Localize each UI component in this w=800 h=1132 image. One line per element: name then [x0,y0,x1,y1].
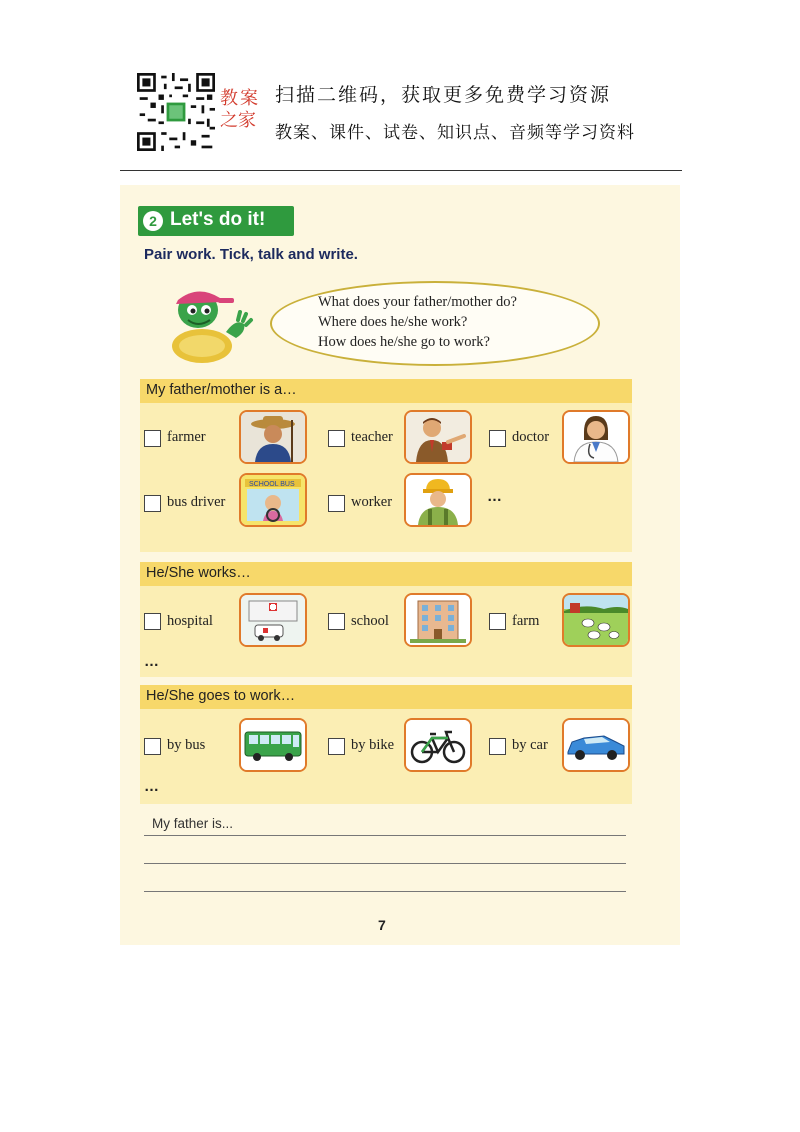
bicycle-icon [406,720,470,770]
transport-section [140,708,632,804]
qr-code-icon [137,73,215,151]
promo-header [0,0,800,175]
hospital-picture [239,593,307,647]
transport-section-heading: He/She goes to work… [146,688,296,704]
checkbox-by-car[interactable] [489,738,506,755]
option-label-hospital: hospital [167,613,213,629]
bus-driver-icon [241,475,305,525]
checkbox-farm[interactable] [489,613,506,630]
option-label-school: school [351,613,389,629]
checkbox-school[interactable] [328,613,345,630]
promo-line-2: 教案、课件、试卷、知识点、音频等学习资料 [275,123,635,143]
question-1: What does your father/mother do? [318,294,517,310]
logo-line-1: 教案 [220,88,260,109]
checkbox-bus-driver[interactable] [144,495,161,512]
site-logo [220,88,270,132]
writing-line-3[interactable] [144,891,626,892]
farm-picture [562,593,630,647]
school-picture [404,593,472,647]
writing-line-2[interactable] [144,863,626,864]
exercise-instruction: Pair work. Tick, talk and write. [144,246,358,263]
bus-driver-picture [239,473,307,527]
checkbox-worker[interactable] [328,495,345,512]
writing-line-1[interactable] [144,835,626,836]
checkbox-hospital[interactable] [144,613,161,630]
doctor-icon [564,412,628,462]
job-section-heading: My father/mother is a… [146,382,297,398]
place-more: … [144,653,160,670]
bus-icon [241,720,305,770]
exercise-number: 2 [143,211,163,231]
checkbox-teacher[interactable] [328,430,345,447]
option-label-by-bus: by bus [167,737,206,753]
option-label-farm: farm [512,613,540,629]
farm-icon [564,595,628,645]
worker-icon [406,475,470,525]
exercise-title: Let's do it! [170,209,266,230]
option-label-farmer: farmer [167,429,206,445]
doctor-picture [562,410,630,464]
header-divider [120,170,682,171]
hospital-icon [241,595,305,645]
writing-prompt: My father is... [152,816,234,831]
place-section-heading: He/She works… [146,565,251,581]
option-label-teacher: teacher [351,429,393,445]
option-label-doctor: doctor [512,429,550,445]
teacher-picture [404,410,472,464]
option-label-worker: worker [351,494,393,510]
question-3: How does he/she go to work? [318,334,490,350]
car-picture [562,718,630,772]
logo-line-2: 之家 [220,110,256,131]
worker-picture [404,473,472,527]
job-more: … [487,488,503,505]
page-number: 7 [378,917,386,933]
option-label-by-car: by car [512,737,548,753]
job-section [140,402,632,552]
school-building-icon [406,595,470,645]
speech-bubble-questions [318,292,517,352]
option-label-by-bike: by bike [351,737,395,753]
checkbox-farmer[interactable] [144,430,161,447]
promo-line-1: 扫描二维码，获取更多免费学习资源 [275,84,612,106]
farmer-icon [241,412,305,462]
turtle-mascot-icon [160,280,270,365]
transport-more: … [144,778,160,795]
checkbox-by-bike[interactable] [328,738,345,755]
option-label-bus-driver: bus driver [167,494,226,510]
farmer-picture [239,410,307,464]
place-section [140,585,632,677]
teacher-icon [406,412,470,462]
svg-text:SCHOOL BUS: SCHOOL BUS [249,481,295,488]
bike-picture [404,718,472,772]
bus-picture [239,718,307,772]
checkbox-by-bus[interactable] [144,738,161,755]
car-icon [564,720,628,770]
question-2: Where does he/she work? [318,314,468,330]
checkbox-doctor[interactable] [489,430,506,447]
